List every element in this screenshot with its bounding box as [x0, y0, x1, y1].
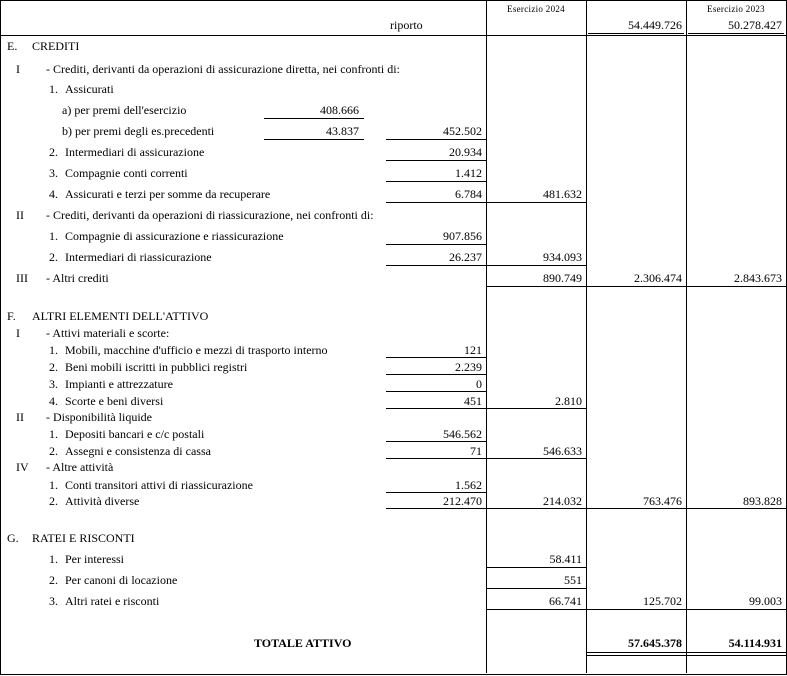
subtotal-line	[486, 202, 586, 203]
item-value: 26.237	[449, 250, 482, 264]
item-label: Depositi bancari e c/c postali	[65, 427, 205, 441]
subsection-total: 934.093	[543, 250, 582, 264]
subtotal-line	[386, 391, 486, 392]
subtotal-line	[386, 202, 486, 203]
grand-total-label: TOTALE ATTIVO	[254, 636, 352, 650]
item-value: 2.239	[455, 360, 482, 374]
section-code: F.	[7, 309, 16, 323]
item-number: 2.	[49, 573, 58, 587]
subsection-title: - Disponibilità liquide	[46, 410, 152, 424]
section-total-2024: 125.702	[643, 594, 682, 608]
subtotal-line	[486, 567, 586, 568]
subsection-total: 2.810	[555, 394, 582, 408]
section-title: CREDITI	[32, 39, 80, 53]
column-header-2024: Esercizio 2024	[507, 4, 565, 14]
total-double-underline	[686, 655, 786, 656]
column-divider	[686, 0, 687, 673]
item-value: 1.412	[455, 166, 482, 180]
item-number: 1.	[49, 427, 58, 441]
item-label: Impianti e attrezzature	[65, 377, 173, 391]
item-number: 2.	[49, 250, 58, 264]
subtotal-line	[386, 265, 486, 266]
item-number: 4.	[49, 187, 58, 201]
item-label: Altri ratei e risconti	[65, 594, 160, 608]
riporto-underline	[688, 33, 784, 34]
section-title: ALTRI ELEMENTI DELL'ATTIVO	[32, 309, 209, 323]
subtotal-line	[386, 139, 486, 140]
subtotal-line	[386, 408, 486, 409]
item-number: 1.	[49, 552, 58, 566]
column-header-2023: Esercizio 2023	[707, 4, 765, 14]
total-underline	[686, 652, 786, 653]
riporto-2024: 54.449.726	[628, 18, 682, 32]
item-number: 1.	[49, 343, 58, 357]
item-label: Per canoni di locazione	[65, 573, 178, 587]
item-value: 121	[464, 343, 482, 357]
subtotal-line	[586, 286, 686, 287]
total-underline	[586, 652, 686, 653]
subtotal-line	[386, 244, 486, 245]
item-value: 1.562	[455, 478, 482, 492]
item-number: 2.	[49, 145, 58, 159]
subtotal-line	[486, 286, 586, 287]
subsection-roman: I	[16, 62, 20, 76]
subtotal-line	[386, 458, 486, 459]
item-value: 907.856	[443, 229, 482, 243]
subsection-title: - Crediti, derivanti da operazioni di assicurazione diretta, nei confronti di:	[46, 62, 400, 76]
item-value: 551	[564, 573, 582, 587]
item-label: a) per premi dell'esercizio	[62, 103, 187, 117]
subtotal-line	[386, 357, 486, 358]
subsection-total: 214.032	[543, 494, 582, 508]
grand-total-2024: 57.645.378	[628, 636, 682, 650]
item-label: b) per premi degli es.precedenti	[62, 124, 215, 138]
section-total-2023: 893.828	[743, 494, 782, 508]
subsection-title: - Attivi materiali e scorte:	[46, 326, 170, 340]
total-double-underline	[586, 655, 686, 656]
subsection-total: 546.633	[543, 444, 582, 458]
item-value: 451	[464, 394, 482, 408]
item-number: 1.	[49, 82, 58, 96]
item-value: 6.784	[455, 187, 482, 201]
subtotal-line	[586, 508, 686, 509]
section-total-2024: 763.476	[643, 494, 682, 508]
item-number: 3.	[49, 166, 58, 180]
subtotal-line	[486, 609, 586, 610]
item-label: Mobili, macchine d'ufficio e mezzi di trasporto interno	[65, 343, 328, 357]
subtotal-line	[486, 458, 586, 459]
subtotal-line	[386, 492, 486, 493]
riporto-2023: 50.278.427	[728, 18, 782, 32]
subtotal-line	[486, 408, 586, 409]
item-number: 2.	[49, 494, 58, 508]
subtotal-line	[264, 139, 364, 140]
subsection-title: - Altri crediti	[46, 271, 109, 285]
subtotal-line	[486, 508, 586, 509]
item-label: Per interessi	[65, 552, 124, 566]
item-label: Scorte e beni diversi	[65, 394, 164, 408]
item-label: Compagnie conti correnti	[65, 166, 188, 180]
item-label: Assegni e consistenza di cassa	[65, 444, 211, 458]
subtotal-line	[386, 160, 486, 161]
item-value: 890.749	[543, 271, 582, 285]
column-divider	[586, 0, 587, 673]
subsection-roman: III	[16, 271, 28, 285]
item-value: 212.470	[443, 494, 482, 508]
subtotal-line	[386, 374, 486, 375]
item-label: Conti transitori attivi di riassicurazione	[65, 478, 253, 492]
item-value: 546.562	[443, 427, 482, 441]
subtotal-line	[386, 508, 486, 509]
subsection-title: - Altre attività	[46, 460, 114, 474]
section-total-2023: 2.843.673	[734, 271, 782, 285]
item-label: Intermediari di riassicurazione	[65, 250, 212, 264]
item-number: 3.	[49, 377, 58, 391]
item-value: 20.934	[449, 145, 482, 159]
subtotal-line	[586, 609, 686, 610]
subtotal-line	[386, 181, 486, 182]
subtotal-line	[386, 441, 486, 442]
item-label: Attività diverse	[65, 494, 140, 508]
subtotal-line	[686, 609, 786, 610]
item-label: Assicurati e terzi per somme da recuperare	[65, 187, 271, 201]
subsection-title: - Crediti, derivanti da operazioni di riassicurazione, nei confronti di:	[46, 208, 374, 222]
riporto-underline	[588, 33, 684, 34]
item-value: 66.741	[549, 594, 582, 608]
item-number: 4.	[49, 394, 58, 408]
subtotal-line	[686, 508, 786, 509]
section-total-2024: 2.306.474	[634, 271, 682, 285]
item-value: 452.502	[443, 124, 482, 138]
item-value: 58.411	[549, 552, 582, 566]
item-number: 2.	[49, 444, 58, 458]
item-number: 1.	[49, 229, 58, 243]
item-value: 43.837	[326, 124, 359, 138]
item-label: Beni mobili iscritti in pubblici registri	[65, 360, 248, 374]
subtotal-line	[686, 286, 786, 287]
subtotal-line	[264, 118, 364, 119]
subtotal-line	[486, 265, 586, 266]
item-value: 408.666	[320, 103, 359, 117]
riporto-label: riporto	[390, 18, 423, 32]
section-total-2023: 99.003	[749, 594, 782, 608]
item-value: 71	[470, 444, 482, 458]
item-label: Compagnie di assicurazione e riassicurazione	[65, 229, 284, 243]
subsection-total: 481.632	[543, 187, 582, 201]
item-number: 1.	[49, 478, 58, 492]
section-code: E.	[7, 39, 18, 53]
section-title: RATEI E RISCONTI	[32, 531, 135, 545]
item-label: Assicurati	[65, 82, 114, 96]
subsection-roman: I	[16, 326, 20, 340]
subsection-roman: IV	[16, 460, 29, 474]
item-label: Intermediari di assicurazione	[65, 145, 205, 159]
header-separator	[0, 35, 787, 36]
item-number: 2.	[49, 360, 58, 374]
subsection-roman: II	[16, 410, 24, 424]
subsection-roman: II	[16, 208, 24, 222]
grand-total-2023: 54.114.931	[728, 636, 782, 650]
subtotal-line	[486, 588, 586, 589]
section-code: G.	[7, 531, 19, 545]
item-number: 3.	[49, 594, 58, 608]
item-value: 0	[476, 377, 482, 391]
